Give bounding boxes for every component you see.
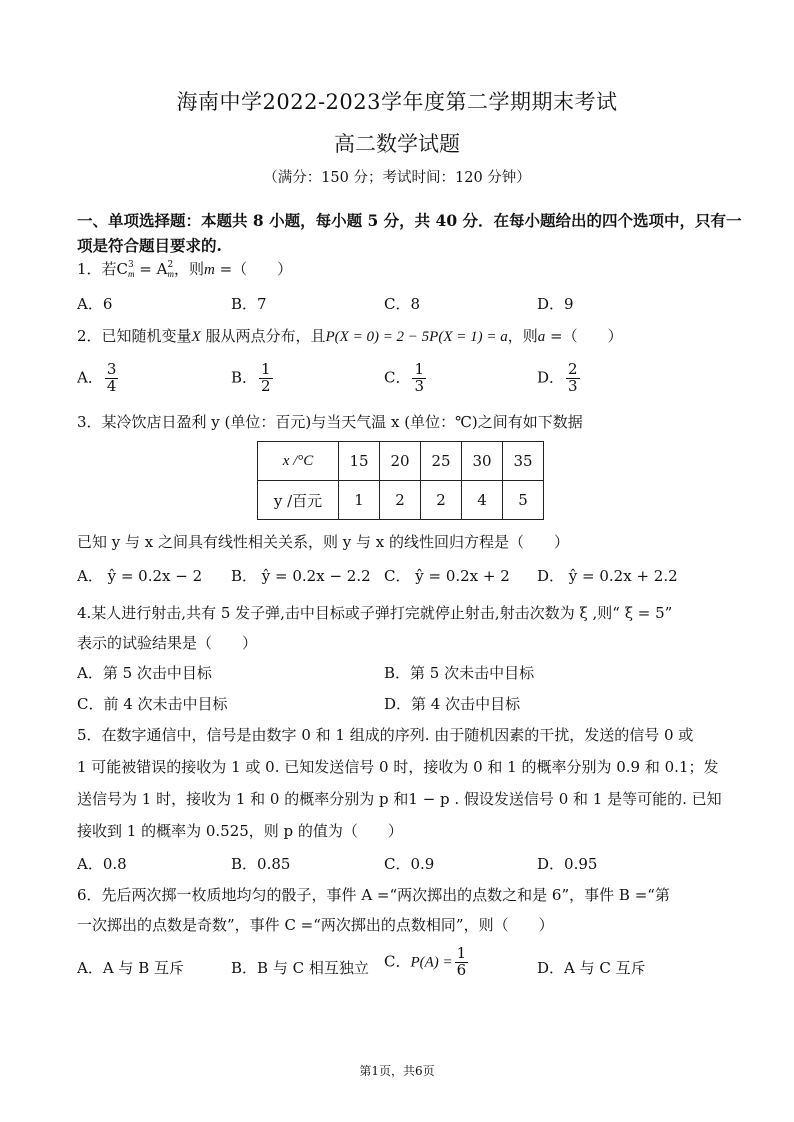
question-5-line2: 1 可能被错误的接收为 1 或 0. 已知发送信号 0 时，接收为 0 和 1 的概率分别为 0.9 和 0.1；发 — [77, 758, 719, 776]
question-5-line3: 送信号为 1 时，接收为 1 和 0 的概率分别为 p 和1 − p . 假设发送信号 0 和 1 是等可能的. 已知 — [77, 790, 722, 808]
table-cell: 15 — [339, 442, 380, 481]
q1-formula: C 3 m = A 2 m — [116, 260, 174, 279]
table-cell: 20 — [380, 442, 421, 481]
q5-option-c: C．0.9 — [384, 855, 435, 873]
q3-option-c: C． ŷ = 0.2x + 2 — [384, 567, 510, 585]
q1-option-c: C．8 — [384, 295, 421, 313]
question-3: 3．某冷饮店日盈利 y (单位：百元)与当天气温 x (单位：℃)之间有如下数据 — [77, 413, 583, 431]
q1-option-b: B．7 — [231, 295, 267, 313]
q1-number: 1．若 — [77, 260, 117, 278]
q4-option-a: A．第 5 次击中目标 — [77, 664, 212, 682]
question-2: 2．已知随机变量X 服从两点分布，且P(X = 0) = 2 − 5P(X = 1) = a，则a =（ ） — [77, 327, 623, 345]
q2-option-b: B． $\frac{1}{2}$ — [231, 360, 271, 395]
question-6-line1: 6．先后两次掷一枚质地均匀的骰子，事件 A =“两次掷出的点数之和是 6”，事件 B =“第 — [77, 886, 670, 904]
q5-option-b: B．0.85 — [231, 855, 291, 873]
question-5-line1: 5．在数字通信中，信号是由数字 0 和 1 组成的序列. 由于随机因素的干扰，发送的信号 0 或 — [77, 726, 694, 744]
table-header-x: x /°C — [258, 442, 339, 481]
q4-option-c: C．前 4 次未击中目标 — [77, 695, 228, 713]
q2-option-a: A． $\frac{3}{4}$ — [77, 360, 117, 395]
question-3-stem: 已知 y 与 x 之间具有线性相关关系，则 y 与 x 的线性回归方程是（ ） — [77, 533, 570, 551]
q3-option-d: D． ŷ = 0.2x + 2.2 — [537, 567, 678, 585]
table-cell: 2 — [380, 481, 421, 520]
q5-option-a: A．0.8 — [77, 855, 127, 873]
table-cell: 35 — [503, 442, 544, 481]
q3-option-b: B． ŷ = 0.2x − 2.2 — [231, 567, 371, 585]
q2-option-d: D． $\frac{2}{3}$ — [537, 360, 578, 395]
table-cell: 4 — [462, 481, 503, 520]
page-footer: 第1页，共6页 — [359, 1064, 435, 1078]
q3-data-table — [257, 441, 544, 520]
table-cell: 25 — [421, 442, 462, 481]
section-heading-line2: 项是符合题目要求的. — [77, 236, 222, 255]
question-5-line4: 接收到 1 的概率为 0.525，则 p 的值为（ ） — [77, 822, 403, 840]
q2-formula: P(X = 0) = 2 − 5P(X = 1) = a — [325, 329, 508, 345]
table-cell: 30 — [462, 442, 503, 481]
table-cell: 5 — [503, 481, 544, 520]
q6-option-b: B．B 与 C 相互独立 — [231, 959, 369, 977]
q4-option-d: D．第 4 次击中目标 — [384, 695, 521, 713]
q6-option-d: D．A 与 C 互斥 — [537, 959, 646, 977]
question-1: 1．若C 3 m = A 2 m ，则m =（ ） — [77, 260, 293, 279]
q1-option-d: D．9 — [537, 295, 574, 313]
table-cell: 1 — [339, 481, 380, 520]
section-heading-line1: 一、单项选择题：本题共 8 小题，每小题 5 分，共 40 分．在每小题给出的四个选项中，只有一 — [77, 211, 742, 230]
table-cell: 2 — [421, 481, 462, 520]
q4-option-b: B．第 5 次未击中目标 — [384, 664, 535, 682]
q6-option-a: A．A 与 B 互斥 — [77, 959, 184, 977]
question-4-line1: 4.某人进行射击,共有 5 发子弹,击中目标或子弹打完就停止射击,射击次数为 ξ ,则“ ξ = 5” — [77, 604, 673, 622]
q6-option-c: C．P(A) = $\frac{1}{6}$ — [384, 944, 467, 979]
exam-info: （满分：150 分；考试时间：120 分钟） — [263, 170, 531, 186]
table-row — [258, 442, 544, 481]
q5-option-d: D．0.95 — [537, 855, 598, 873]
q2-option-c: C． $\frac{1}{3}$ — [384, 360, 425, 395]
q3-option-a: A． ŷ = 0.2x − 2 — [77, 567, 203, 585]
exam-subtitle: 高二数学试题 — [334, 132, 460, 156]
table-row — [258, 481, 544, 520]
question-4-line2: 表示的试验结果是（ ） — [77, 634, 258, 652]
exam-title: 海南中学2022-2023学年度第二学期期末考试 — [176, 90, 618, 114]
table-header-y: y /百元 — [258, 481, 339, 520]
question-6-line2: 一次掷出的点数是奇数”，事件 C =“两次掷出的点数相同”，则（ ） — [77, 916, 554, 934]
q1-option-a: A．6 — [77, 295, 113, 313]
